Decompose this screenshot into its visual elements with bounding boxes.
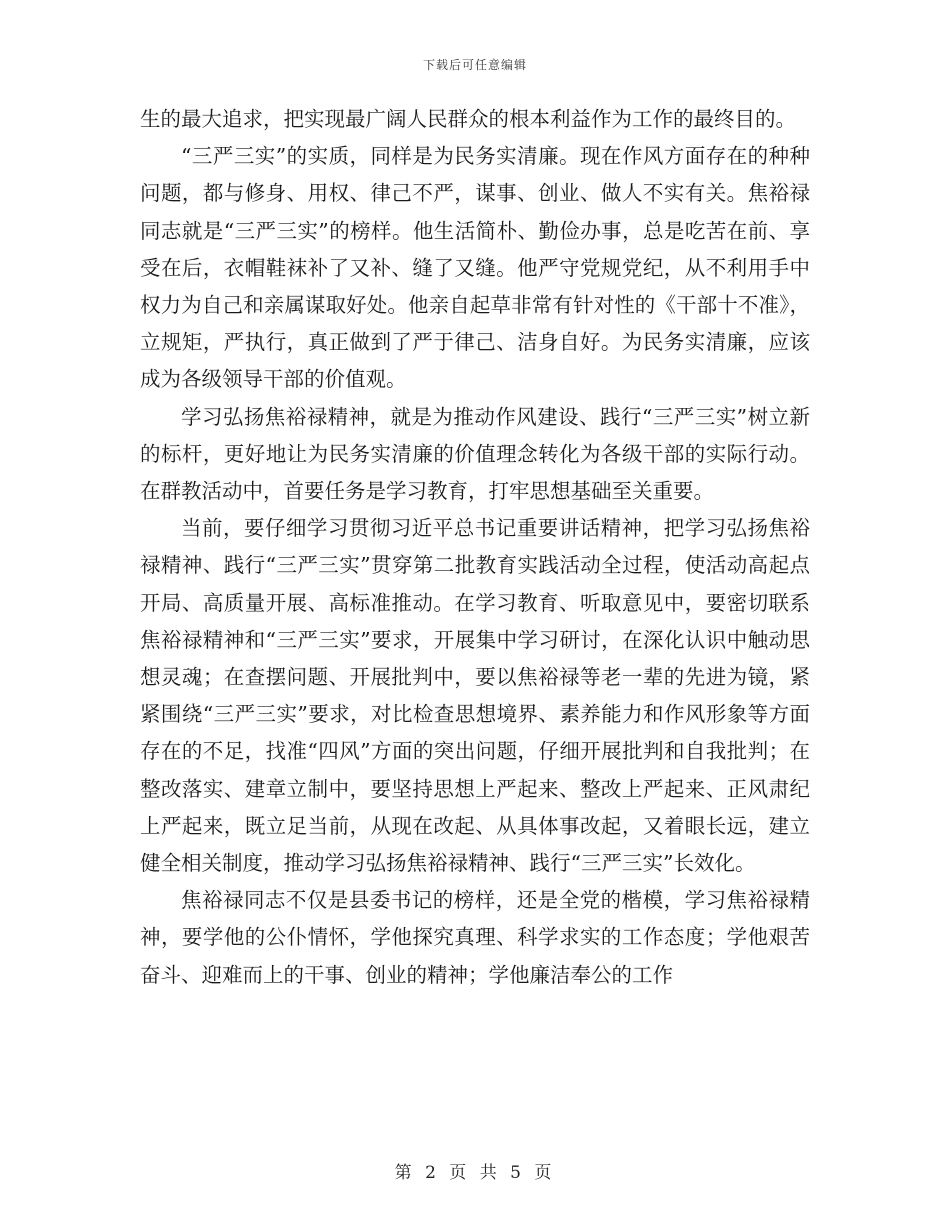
document-body: [140, 101, 810, 994]
page-header: 下载后可任意编辑: [422, 58, 527, 72]
paragraph: 当前，要仔细学习贯彻习近平总书记重要讲话精神，把学习弘扬焦裕禄精神、践行“三严三实”贯穿第二批教育实践活动全过程，使活动高起点开局、高质量开展、高标准推动。在学习教育、听取意见中，要密切联系焦裕禄精神和“三严三实”要求，开展集中学习研讨，在深化认识中触动思想灵魂；在查摆问题、开展批判中，要以焦裕禄等老一辈的先进为镜，紧紧围绕“三严三实”要求，对比检查思想境界、素养能力和作风形象等方面存在的不足，找准“四风”方面的突出问题，仔细开展批判和自我批判；在整改落实、建章立制中，要坚持思想上严起来、整改上严起来、正风肃纪上严起来，既立足当前，从现在改起、从具体事改起，又着眼长远，建立健全相关制度，推动学习弘扬焦裕禄精神、践行“三严三实”长效化。: [140, 516, 810, 876]
paragraph: 焦裕禄同志不仅是县委书记的榜样，还是全党的楷模，学习焦裕禄精神，要学他的公仆情怀，学他探究真理、科学求实的工作态度；学他艰苦奋斗、迎难而上的干事、创业的精神；学他廉洁奉公的工作: [140, 888, 810, 987]
paragraph-continuation: 生的最大追求，把实现最广阔人民群众的根本利益作为工作的最终目的。: [140, 107, 796, 131]
paragraph: 学习弘扬焦裕禄精神，就是为推动作风建设、践行“三严三实”树立新的标杆，更好地让为民务实清廉的价值理念转化为各级干部的实际行动。在群教活动中，首要任务是学习教育，打牢思想基础至关重要。: [140, 404, 810, 504]
page-number-footer: 第 2 页 共 5 页: [394, 1163, 556, 1183]
paragraph: “三严三实”的实质，同样是为民务实清廉。现在作风方面存在的种种问题，都与修身、用权、律己不严，谋事、创业、做人不实有关。焦裕禄同志就是“三严三实”的榜样。他生活简朴、勤俭办事，总是吃苦在前、享受在后，衣帽鞋袜补了又补、缝了又缝。他严守党规党纪，从不利用手中权力为自己和亲属谋取好处。他亲自起草非常有针对性的《干部十不准》，立规矩，严执行，真正做到了严于律己、洁身自好。为民务实清廉，应该成为各级领导干部的价值观。: [140, 144, 810, 392]
